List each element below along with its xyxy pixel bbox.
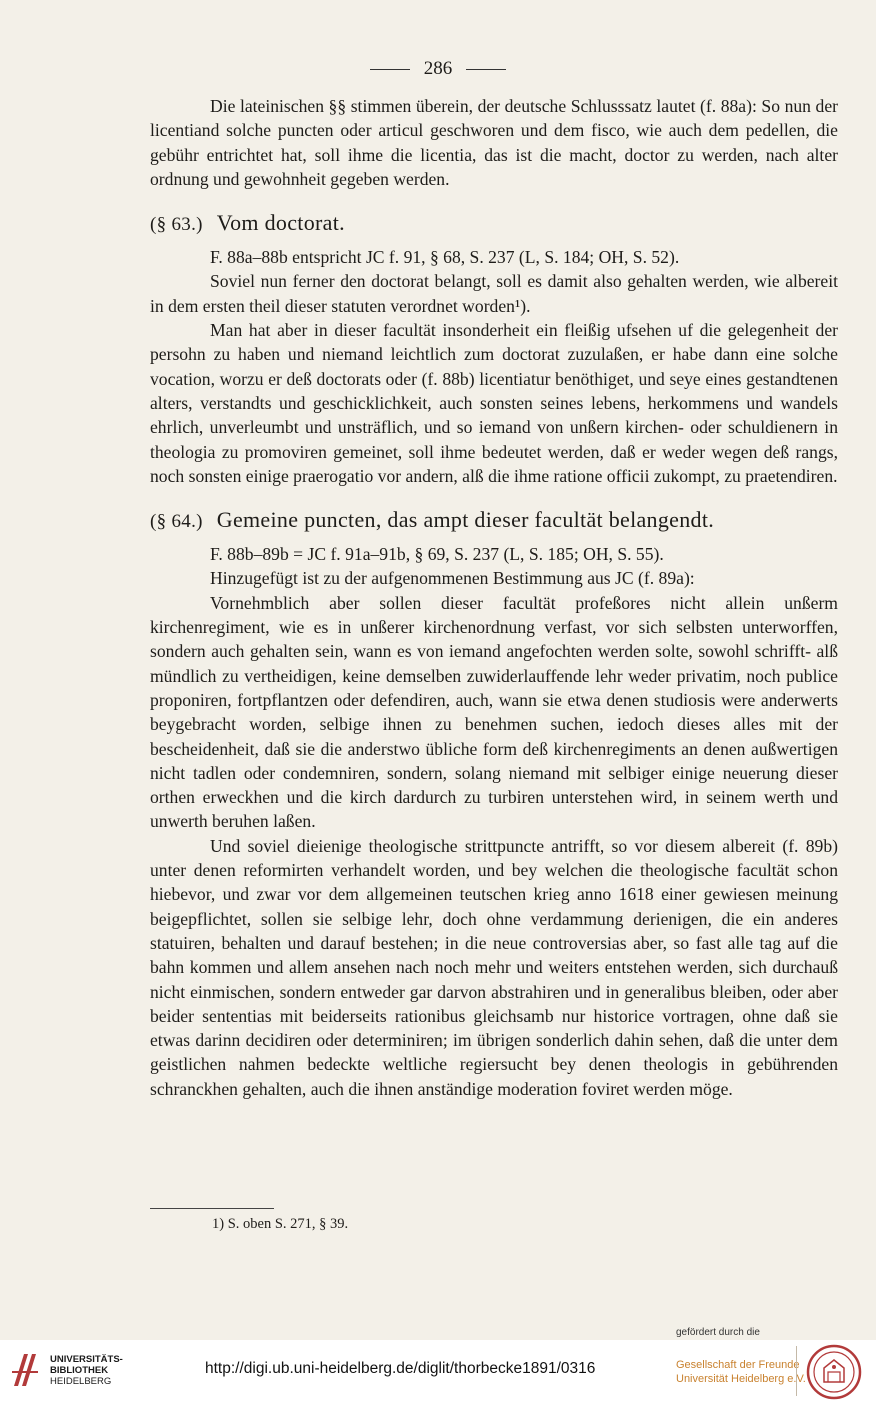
university-seal-icon — [806, 1344, 862, 1400]
paragraph: Hinzugefügt ist zu der aufgenommenen Bestimmung aus JC (f. 89a): — [210, 568, 695, 589]
footer-divider — [796, 1346, 797, 1396]
paragraph: Soviel nun ferner den doctorat belangt, soll es damit also gehalten werden, wie albereit in dem ersten theil dieser statuten verordnet worden¹). — [150, 271, 838, 316]
header-dash-left — [370, 69, 410, 70]
page-body — [150, 94, 838, 1101]
source-reference: F. 88b–89b = JC f. 91a–91b, § 69, S. 237 (L, S. 185; OH, S. 55). — [210, 544, 664, 565]
section-number: (§ 64.) — [150, 511, 203, 533]
section-heading-64 — [150, 506, 838, 536]
library-logo-icon — [10, 1350, 40, 1390]
paragraph: Und soviel dieienige theologische strittpuncte antrifft, so vor diesem albereit (f. 89b) unter denen reformirten verhandelt worden, und bey welchen die theologische facultät schon hiebevor, und zwar vor dem allgemeinen teutschen krieg anno 1618 einer gewiesen meinung beigepflichtet, sollen sie selbige lehr, doch ohne verdammung derienigen, die ein anderes statuiren, behalten und darauf bestehen; in die neue controversias aber, so fast alle tag auf die bahn kommen und allem ansehen nach noch mehr und weiters entstehen werden, sich durchauß nicht einmischen, sondern entweder gar darvon abstrahiren und in generalibus bleiben, oder aber beider sententias mit beiderseits rationibus gleichsamb nur historice vortragen, ohne daß sie etwas darinn decidiren oder determiniren; im übrigen sonderlich dahin sehen, daß die unter dem geistlichen nahmen bedeckte weltliche regiersucht bey denen theologis in gebührenden schranckhen gehalten, auch die ihnen anständige moderation foviret werden möge. — [150, 835, 838, 1099]
funded-by-label: gefördert durch die — [676, 1327, 760, 1338]
section-title: Vom doctorat. — [216, 210, 345, 236]
footer-bar — [0, 1327, 876, 1403]
source-reference: F. 88a–88b entspricht JC f. 91, § 68, S. 237 (L, S. 184; OH, S. 52). — [210, 247, 680, 268]
society-name: Gesellschaft der Freunde Universität Heidelberg e.V. — [676, 1359, 806, 1385]
section-number: (§ 63.) — [150, 214, 203, 236]
page-header — [0, 58, 876, 80]
page-number: 286 — [423, 58, 453, 79]
digital-library-link[interactable]: http://digi.ub.uni-heidelberg.de/diglit/thorbecke1891/0316 — [205, 1360, 596, 1377]
section-title: Gemeine puncten, das ampt dieser facultät belangendt. — [216, 507, 715, 533]
paragraph: Die lateinischen §§ stimmen überein, der deutsche Schlusssatz lautet (f. 88a): So nun der licentiand solche puncten oder articul geschworen und dem fisco, wie auch dem pedellen, die gebühr entrichtet hat, soll ihme die licentia, das ist die macht, doctor zu werden, nach alter ordnung und gewohnheit gegeben werden. — [150, 96, 838, 189]
header-dash-right — [466, 69, 506, 70]
footnote-rule — [150, 1208, 274, 1209]
section-heading-63 — [150, 209, 838, 239]
footnote: 1) S. oben S. 271, § 39. — [212, 1216, 349, 1232]
paragraph: Man hat aber in dieser facultät insonderheit ein fleißig ufsehen uf die gelegenheit der persohn zu haben und niemand leichtlich zum doctorat zuzulaßen, er habe dann eine solche vocation, worzu er deß doctorats oder (f. 88b) licentiatur benöthiget, und seye eines gestandtenen alters, verstandts und geschicklichkeit, auch sonsten seines lebens, herkommens und wandels ehrlich, unverleumbt und unsträflich, und so iemand von unßern kirchen- oder schuldienern in theologia zu promoviren gemeinet, soll ihme bedeutet werden, daß er weder wegen deß rangs, noch sonsten einige praerogatio vor andern, alß die ihme ratione officii zukompt, zu praetendiren. — [150, 320, 838, 486]
library-name: UNIVERSITÄTS- BIBLIOTHEK HEIDELBERG — [50, 1354, 123, 1387]
paragraph: Vornehmblich aber sollen dieser facultät profeßores nicht allein unßerm kirchenregiment, wie es in unßerer kirchenordnung verfast, vor sich selbsten unterworffen, sondern auch gehalten sein, wann es von iemand angefochten werden solte, sowohl schrifft- alß mündlich zu vertheidigen, keine demselben zuwiderlauffende lehr weder privatim, noch publice proponiren, fortpflantzen oder defendiren, auch, wann sie etwa denen studiosis were anderwerts beygebracht worden, selbige ihnen zu benehmen suchen, iedoch dieses alles mit der bescheidenheit, daß sie die anderstwo übliche form deß kirchenregiments an denen außwertigen nicht tadlen oder condemniren, sondern, solang niemand mit selbiger einige neuerung dieser orthen erweckhen und die kirch dardurch zu turbiren unterstehen wird, in seinem werth und unwerth beruhen laßen. — [150, 592, 838, 832]
